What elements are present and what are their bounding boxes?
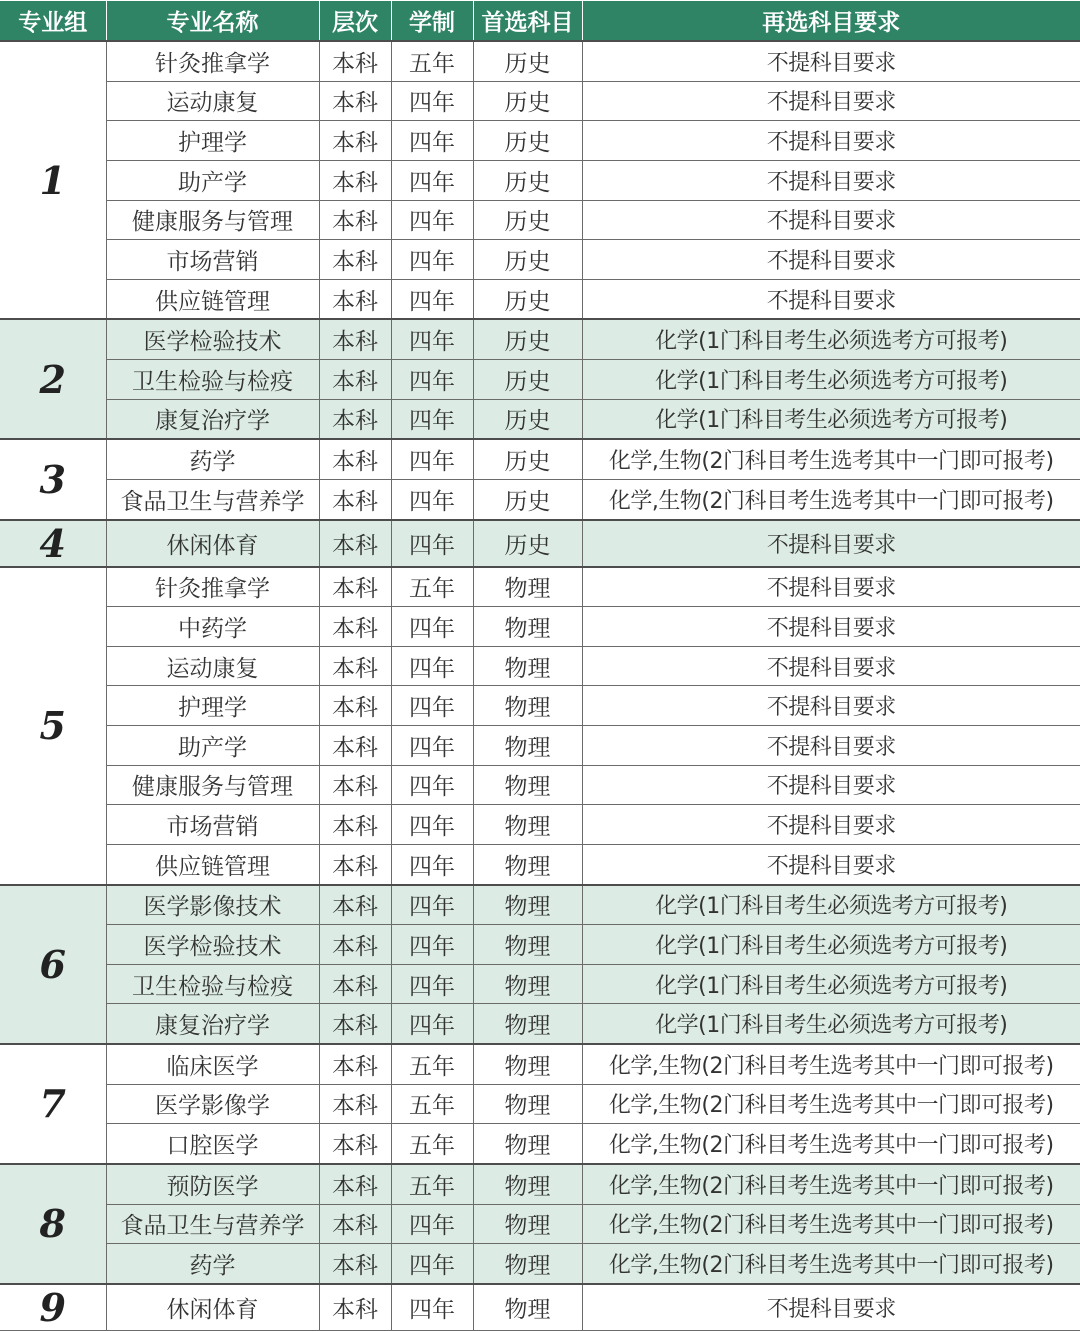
- requirement-cell: 不提科目要求: [582, 81, 1080, 121]
- group-number: 5: [0, 567, 106, 885]
- requirement-cell: 不提科目要求: [582, 41, 1080, 81]
- requirement-cell: 化学,生物(2门科目考生选考其中一门即可报考): [582, 1204, 1080, 1244]
- major-name-cell: 助产学: [106, 160, 319, 200]
- level-cell: 本科: [319, 964, 391, 1004]
- level-cell: 本科: [319, 240, 391, 280]
- requirement-cell: 不提科目要求: [582, 567, 1080, 607]
- requirement-cell: 化学,生物(2门科目考生选考其中一门即可报考): [582, 439, 1080, 479]
- group-number: 1: [0, 41, 106, 319]
- requirement-cell: 不提科目要求: [582, 726, 1080, 766]
- table-row: [0, 964, 1080, 1004]
- major-name-cell: 食品卫生与营养学: [106, 1204, 319, 1244]
- duration-cell: 四年: [391, 121, 473, 161]
- table-row: [0, 41, 1080, 81]
- requirement-cell: 化学(1门科目考生必须选考方可报考): [582, 964, 1080, 1004]
- table-row: [0, 567, 1080, 607]
- level-cell: 本科: [319, 520, 391, 567]
- duration-cell: 四年: [391, 479, 473, 519]
- duration-cell: 五年: [391, 41, 473, 81]
- requirement-cell: 化学,生物(2门科目考生选考其中一门即可报考): [582, 1244, 1080, 1284]
- duration-cell: 四年: [391, 646, 473, 686]
- table-row: [0, 1084, 1080, 1124]
- requirement-cell: 化学,生物(2门科目考生选考其中一门即可报考): [582, 1124, 1080, 1164]
- first-subject-cell: 历史: [473, 319, 582, 359]
- major-name-cell: 休闲体育: [106, 520, 319, 567]
- first-subject-cell: 历史: [473, 399, 582, 439]
- duration-cell: 五年: [391, 1124, 473, 1164]
- table-row: [0, 1124, 1080, 1164]
- table-row: [0, 925, 1080, 965]
- duration-cell: 四年: [391, 399, 473, 439]
- duration-cell: 四年: [391, 1004, 473, 1044]
- duration-cell: 五年: [391, 1044, 473, 1084]
- header-group: 专业组: [0, 1, 106, 42]
- duration-cell: 四年: [391, 765, 473, 805]
- major-name-cell: 康复治疗学: [106, 1004, 319, 1044]
- group-number: 4: [0, 520, 106, 567]
- major-name-cell: 供应链管理: [106, 844, 319, 884]
- duration-cell: 四年: [391, 607, 473, 647]
- requirement-cell: 化学,生物(2门科目考生选考其中一门即可报考): [582, 479, 1080, 519]
- group-number: 9: [0, 1284, 106, 1331]
- table-row: [0, 885, 1080, 925]
- first-subject-cell: 物理: [473, 844, 582, 884]
- requirement-cell: 不提科目要求: [582, 160, 1080, 200]
- duration-cell: 四年: [391, 1284, 473, 1331]
- requirement-cell: 不提科目要求: [582, 121, 1080, 161]
- level-cell: 本科: [319, 1284, 391, 1331]
- table-row: [0, 1244, 1080, 1284]
- level-cell: 本科: [319, 1084, 391, 1124]
- level-cell: 本科: [319, 121, 391, 161]
- major-name-cell: 医学影像学: [106, 1084, 319, 1124]
- major-name-cell: 助产学: [106, 726, 319, 766]
- group-number: 8: [0, 1164, 106, 1284]
- duration-cell: 四年: [391, 805, 473, 845]
- table-row: [0, 279, 1080, 319]
- first-subject-cell: 物理: [473, 1164, 582, 1204]
- requirement-cell: 化学(1门科目考生必须选考方可报考): [582, 1004, 1080, 1044]
- table-row: [0, 81, 1080, 121]
- level-cell: 本科: [319, 925, 391, 965]
- first-subject-cell: 物理: [473, 726, 582, 766]
- level-cell: 本科: [319, 439, 391, 479]
- header-duration: 学制: [391, 1, 473, 42]
- duration-cell: 五年: [391, 1164, 473, 1204]
- header-first-subject: 首选科目: [473, 1, 582, 42]
- requirement-cell: 不提科目要求: [582, 805, 1080, 845]
- first-subject-cell: 物理: [473, 1004, 582, 1044]
- duration-cell: 四年: [391, 160, 473, 200]
- group-number: 2: [0, 319, 106, 439]
- table-row: [0, 1004, 1080, 1044]
- table-row: [0, 319, 1080, 359]
- level-cell: 本科: [319, 479, 391, 519]
- first-subject-cell: 物理: [473, 765, 582, 805]
- first-subject-cell: 物理: [473, 567, 582, 607]
- header-major-name: 专业名称: [106, 1, 319, 42]
- level-cell: 本科: [319, 399, 391, 439]
- major-name-cell: 护理学: [106, 686, 319, 726]
- first-subject-cell: 历史: [473, 360, 582, 400]
- major-name-cell: 口腔医学: [106, 1124, 319, 1164]
- major-name-cell: 市场营销: [106, 240, 319, 280]
- table-row: [0, 160, 1080, 200]
- table-row: [0, 200, 1080, 240]
- duration-cell: 四年: [391, 726, 473, 766]
- table-row: [0, 686, 1080, 726]
- group-number: 6: [0, 885, 106, 1045]
- major-name-cell: 医学检验技术: [106, 925, 319, 965]
- first-subject-cell: 物理: [473, 1124, 582, 1164]
- requirement-cell: 化学(1门科目考生必须选考方可报考): [582, 925, 1080, 965]
- major-name-cell: 中药学: [106, 607, 319, 647]
- first-subject-cell: 物理: [473, 686, 582, 726]
- duration-cell: 四年: [391, 1244, 473, 1284]
- table-body: [0, 41, 1080, 1331]
- table-row: [0, 121, 1080, 161]
- level-cell: 本科: [319, 41, 391, 81]
- requirement-cell: 化学,生物(2门科目考生选考其中一门即可报考): [582, 1084, 1080, 1124]
- duration-cell: 四年: [391, 360, 473, 400]
- first-subject-cell: 物理: [473, 1204, 582, 1244]
- major-name-cell: 医学检验技术: [106, 319, 319, 359]
- level-cell: 本科: [319, 765, 391, 805]
- first-subject-cell: 历史: [473, 479, 582, 519]
- major-name-cell: 临床医学: [106, 1044, 319, 1084]
- table-row: [0, 240, 1080, 280]
- requirement-cell: 化学(1门科目考生必须选考方可报考): [582, 399, 1080, 439]
- level-cell: 本科: [319, 319, 391, 359]
- level-cell: 本科: [319, 360, 391, 400]
- table-row: [0, 479, 1080, 519]
- table-row: [0, 805, 1080, 845]
- duration-cell: 四年: [391, 844, 473, 884]
- duration-cell: 四年: [391, 439, 473, 479]
- major-name-cell: 针灸推拿学: [106, 41, 319, 81]
- level-cell: 本科: [319, 200, 391, 240]
- table-row: [0, 360, 1080, 400]
- major-name-cell: 康复治疗学: [106, 399, 319, 439]
- level-cell: 本科: [319, 567, 391, 607]
- level-cell: 本科: [319, 1004, 391, 1044]
- first-subject-cell: 历史: [473, 81, 582, 121]
- duration-cell: 四年: [391, 686, 473, 726]
- first-subject-cell: 历史: [473, 121, 582, 161]
- first-subject-cell: 物理: [473, 1044, 582, 1084]
- first-subject-cell: 历史: [473, 160, 582, 200]
- duration-cell: 四年: [391, 279, 473, 319]
- table-row: [0, 765, 1080, 805]
- requirement-cell: 不提科目要求: [582, 607, 1080, 647]
- major-name-cell: 运动康复: [106, 646, 319, 686]
- major-name-cell: 针灸推拿学: [106, 567, 319, 607]
- requirement-cell: 不提科目要求: [582, 279, 1080, 319]
- major-name-cell: 运动康复: [106, 81, 319, 121]
- major-name-cell: 供应链管理: [106, 279, 319, 319]
- level-cell: 本科: [319, 844, 391, 884]
- group-number: 7: [0, 1044, 106, 1164]
- major-name-cell: 卫生检验与检疫: [106, 964, 319, 1004]
- level-cell: 本科: [319, 885, 391, 925]
- requirement-cell: 不提科目要求: [582, 200, 1080, 240]
- level-cell: 本科: [319, 805, 391, 845]
- duration-cell: 四年: [391, 925, 473, 965]
- first-subject-cell: 历史: [473, 279, 582, 319]
- table-header: [0, 1, 1080, 42]
- major-name-cell: 护理学: [106, 121, 319, 161]
- table-row: [0, 1204, 1080, 1244]
- duration-cell: 四年: [391, 200, 473, 240]
- major-name-cell: 健康服务与管理: [106, 765, 319, 805]
- requirement-cell: 不提科目要求: [582, 240, 1080, 280]
- first-subject-cell: 历史: [473, 439, 582, 479]
- duration-cell: 五年: [391, 1084, 473, 1124]
- table-row: [0, 646, 1080, 686]
- requirement-cell: 化学(1门科目考生必须选考方可报考): [582, 885, 1080, 925]
- table-row: [0, 399, 1080, 439]
- duration-cell: 五年: [391, 567, 473, 607]
- major-name-cell: 市场营销: [106, 805, 319, 845]
- requirement-cell: 不提科目要求: [582, 844, 1080, 884]
- level-cell: 本科: [319, 1164, 391, 1204]
- first-subject-cell: 历史: [473, 520, 582, 567]
- first-subject-cell: 物理: [473, 646, 582, 686]
- duration-cell: 四年: [391, 240, 473, 280]
- first-subject-cell: 物理: [473, 964, 582, 1004]
- level-cell: 本科: [319, 1204, 391, 1244]
- major-name-cell: 医学影像技术: [106, 885, 319, 925]
- duration-cell: 四年: [391, 964, 473, 1004]
- table-row: [0, 607, 1080, 647]
- header-level: 层次: [319, 1, 391, 42]
- header-row: [0, 1, 1080, 42]
- requirement-cell: 化学,生物(2门科目考生选考其中一门即可报考): [582, 1044, 1080, 1084]
- requirement-cell: 不提科目要求: [582, 765, 1080, 805]
- major-name-cell: 预防医学: [106, 1164, 319, 1204]
- first-subject-cell: 物理: [473, 1084, 582, 1124]
- requirement-cell: 不提科目要求: [582, 520, 1080, 567]
- first-subject-cell: 物理: [473, 925, 582, 965]
- first-subject-cell: 物理: [473, 805, 582, 845]
- level-cell: 本科: [319, 1244, 391, 1284]
- level-cell: 本科: [319, 726, 391, 766]
- duration-cell: 四年: [391, 319, 473, 359]
- first-subject-cell: 物理: [473, 607, 582, 647]
- major-name-cell: 药学: [106, 1244, 319, 1284]
- table-row: [0, 1284, 1080, 1331]
- duration-cell: 四年: [391, 520, 473, 567]
- first-subject-cell: 物理: [473, 885, 582, 925]
- duration-cell: 四年: [391, 81, 473, 121]
- duration-cell: 四年: [391, 1204, 473, 1244]
- level-cell: 本科: [319, 607, 391, 647]
- level-cell: 本科: [319, 81, 391, 121]
- level-cell: 本科: [319, 646, 391, 686]
- duration-cell: 四年: [391, 885, 473, 925]
- requirement-cell: 化学,生物(2门科目考生选考其中一门即可报考): [582, 1164, 1080, 1204]
- level-cell: 本科: [319, 1044, 391, 1084]
- major-name-cell: 药学: [106, 439, 319, 479]
- table-row: [0, 1164, 1080, 1204]
- header-requirement: 再选科目要求: [582, 1, 1080, 42]
- first-subject-cell: 历史: [473, 240, 582, 280]
- first-subject-cell: 物理: [473, 1244, 582, 1284]
- major-name-cell: 健康服务与管理: [106, 200, 319, 240]
- requirement-cell: 化学(1门科目考生必须选考方可报考): [582, 319, 1080, 359]
- group-number: 3: [0, 439, 106, 519]
- table-row: [0, 1044, 1080, 1084]
- requirement-cell: 不提科目要求: [582, 646, 1080, 686]
- table-row: [0, 844, 1080, 884]
- first-subject-cell: 物理: [473, 1284, 582, 1331]
- major-name-cell: 食品卫生与营养学: [106, 479, 319, 519]
- major-name-cell: 卫生检验与检疫: [106, 360, 319, 400]
- table-row: [0, 520, 1080, 567]
- major-name-cell: 休闲体育: [106, 1284, 319, 1331]
- level-cell: 本科: [319, 279, 391, 319]
- first-subject-cell: 历史: [473, 41, 582, 81]
- table-row: [0, 439, 1080, 479]
- level-cell: 本科: [319, 686, 391, 726]
- level-cell: 本科: [319, 160, 391, 200]
- requirement-cell: 不提科目要求: [582, 1284, 1080, 1331]
- first-subject-cell: 历史: [473, 200, 582, 240]
- level-cell: 本科: [319, 1124, 391, 1164]
- requirement-cell: 不提科目要求: [582, 686, 1080, 726]
- requirement-cell: 化学(1门科目考生必须选考方可报考): [582, 360, 1080, 400]
- table-row: [0, 726, 1080, 766]
